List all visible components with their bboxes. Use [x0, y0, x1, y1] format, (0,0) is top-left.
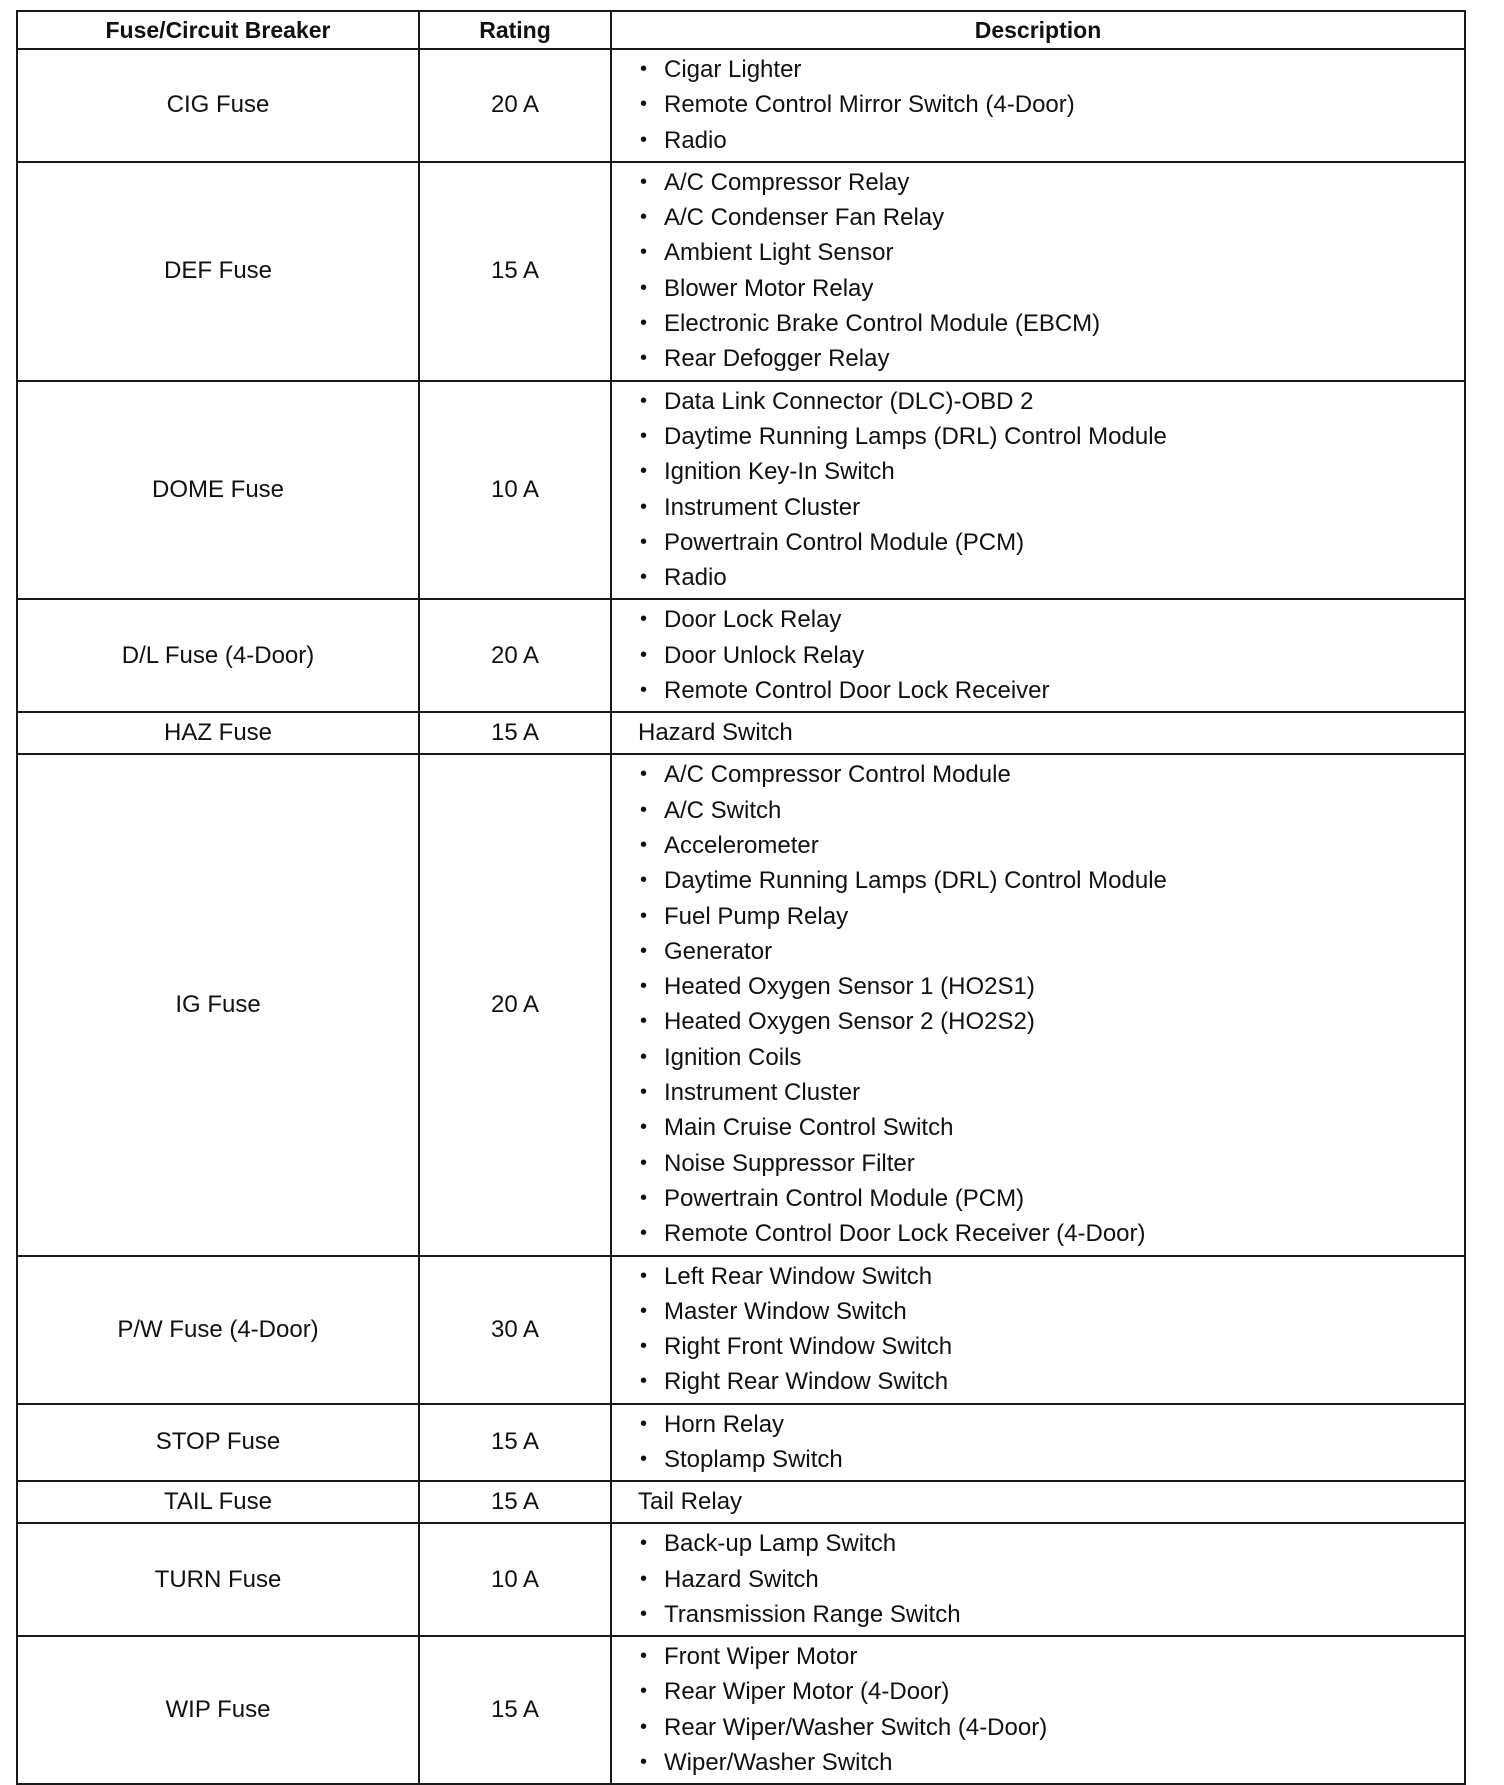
table-row: [17, 1523, 1465, 1636]
description-item-text: Rear Wiper Motor (4-Door): [664, 1678, 950, 1706]
bullet-icon: •: [640, 1715, 648, 1738]
bullet-icon: •: [640, 206, 648, 229]
description-item-text: Horn Relay: [664, 1410, 785, 1438]
fuse-table: [16, 10, 1466, 1785]
bullet-icon: •: [640, 975, 648, 998]
description-item-text: Rear Wiper/Washer Switch (4-Door): [664, 1713, 1048, 1741]
fuse-name-cell: DOME Fuse: [17, 381, 419, 600]
description-text: Hazard Switch: [638, 719, 793, 747]
header-row: [17, 11, 1465, 49]
bullet-icon: •: [640, 312, 648, 335]
fuse-rating-cell: 20 A: [419, 49, 611, 162]
description-item-text: Daytime Running Lamps (DRL) Control Module: [664, 422, 1167, 450]
description-item-text: Radio: [664, 126, 727, 154]
fuse-rating-cell: 20 A: [419, 754, 611, 1255]
bullet-icon: •: [640, 1370, 648, 1393]
description-list: [638, 1407, 1464, 1478]
bullet-icon: •: [640, 93, 648, 116]
description-list-item: [638, 828, 1464, 863]
fuse-description-cell: [611, 1481, 1465, 1523]
description-item-text: A/C Compressor Control Module: [664, 761, 1011, 789]
description-item-text: Door Lock Relay: [664, 606, 842, 634]
bullet-icon: •: [640, 424, 648, 447]
description-list-item: [638, 793, 1464, 828]
description-list-item: [638, 1181, 1464, 1216]
fuse-name-cell: STOP Fuse: [17, 1404, 419, 1482]
description-list-item: [638, 525, 1464, 560]
bullet-icon: •: [640, 1680, 648, 1703]
fuse-description-cell: [611, 162, 1465, 381]
fuse-description-cell: [611, 49, 1465, 162]
description-list-item: [638, 1110, 1464, 1145]
description-item-text: Right Rear Window Switch: [664, 1368, 949, 1396]
fuse-description-cell: [611, 1404, 1465, 1482]
fuse-name-cell: WIP Fuse: [17, 1636, 419, 1784]
description-item-text: Cigar Lighter: [664, 56, 802, 83]
table-row: [17, 1256, 1465, 1404]
description-list-item: [638, 419, 1464, 454]
description-list-item: [638, 1562, 1464, 1597]
description-list-item: [638, 306, 1464, 341]
description-item-text: Instrument Cluster: [664, 1079, 861, 1107]
description-list-item: [638, 899, 1464, 934]
description-list-item: [638, 200, 1464, 235]
description-list-item: [638, 1597, 1464, 1632]
table-header: [17, 11, 1465, 49]
table-row: [17, 712, 1465, 754]
description-list: [638, 1526, 1464, 1632]
bullet-icon: •: [640, 347, 648, 370]
table-body: [17, 49, 1465, 1784]
fuse-chart-document: [16, 10, 1466, 1785]
description-list-item: [638, 602, 1464, 637]
fuse-rating-cell: 15 A: [419, 1404, 611, 1482]
bullet-icon: •: [640, 1335, 648, 1358]
description-item-text: Right Front Window Switch: [664, 1333, 953, 1361]
bullet-icon: •: [640, 460, 648, 483]
fuse-rating-cell: 15 A: [419, 1636, 611, 1784]
description-item-text: A/C Compressor Relay: [664, 168, 910, 196]
description-item-text: Noise Suppressor Filter: [664, 1149, 915, 1177]
fuse-description-cell: [611, 1523, 1465, 1636]
bullet-icon: •: [640, 798, 648, 821]
description-list-item: [638, 1407, 1464, 1442]
description-list-item: [638, 1442, 1464, 1477]
description-item-text: Rear Defogger Relay: [664, 345, 890, 373]
description-list-item: [638, 560, 1464, 595]
description-item-text: Fuel Pump Relay: [664, 902, 849, 930]
fuse-description-cell: [611, 381, 1465, 600]
bullet-icon: •: [640, 58, 648, 80]
bullet-icon: •: [640, 1751, 648, 1774]
description-list: [638, 602, 1464, 708]
table-row: [17, 381, 1465, 600]
fuse-rating-cell: 15 A: [419, 162, 611, 381]
table-row: [17, 162, 1465, 381]
description-list-item: [638, 1526, 1464, 1561]
description-list: [638, 52, 1464, 158]
bullet-icon: •: [640, 679, 648, 702]
description-item-text: Remote Control Door Lock Receiver (4-Door): [664, 1220, 1146, 1248]
bullet-icon: •: [640, 1567, 648, 1590]
fuse-rating-cell: 15 A: [419, 712, 611, 754]
description-list-item: [638, 757, 1464, 792]
description-list-item: [638, 673, 1464, 708]
description-list-item: [638, 235, 1464, 270]
bullet-icon: •: [640, 643, 648, 666]
description-item-text: Main Cruise Control Switch: [664, 1114, 954, 1142]
description-list-item: [638, 490, 1464, 525]
bullet-icon: •: [640, 939, 648, 962]
description-item-text: Heated Oxygen Sensor 1 (HO2S1): [664, 973, 1035, 1001]
description-list: [638, 384, 1464, 596]
bullet-icon: •: [640, 530, 648, 553]
bullet-icon: •: [640, 1532, 648, 1555]
description-item-text: Transmission Range Switch: [664, 1600, 961, 1628]
column-header-fuse: Fuse/Circuit Breaker: [17, 11, 419, 49]
description-list-item: [638, 1294, 1464, 1329]
fuse-name-cell: IG Fuse: [17, 754, 419, 1255]
bullet-icon: •: [640, 1151, 648, 1174]
bullet-icon: •: [640, 1081, 648, 1104]
description-list-item: [638, 1146, 1464, 1181]
fuse-rating-cell: 20 A: [419, 599, 611, 712]
description-item-text: Ambient Light Sensor: [664, 239, 894, 267]
description-item-text: Remote Control Door Lock Receiver: [664, 677, 1050, 705]
description-item-text: Remote Control Mirror Switch (4-Door): [664, 91, 1075, 119]
bullet-icon: •: [640, 1186, 648, 1209]
bullet-icon: •: [640, 608, 648, 631]
fuse-name-cell: HAZ Fuse: [17, 712, 419, 754]
fuse-rating-cell: 10 A: [419, 381, 611, 600]
description-list: [638, 757, 1464, 1251]
table-row: [17, 1481, 1465, 1523]
bullet-icon: •: [640, 170, 648, 193]
fuse-description-cell: [611, 754, 1465, 1255]
description-item-text: Door Unlock Relay: [664, 641, 865, 669]
fuse-rating-cell: 30 A: [419, 1256, 611, 1404]
description-item-text: Heated Oxygen Sensor 2 (HO2S2): [664, 1008, 1035, 1036]
fuse-description-cell: [611, 1256, 1465, 1404]
fuse-name-cell: TAIL Fuse: [17, 1481, 419, 1523]
bullet-icon: •: [640, 1299, 648, 1322]
fuse-name-cell: TURN Fuse: [17, 1523, 419, 1636]
bullet-icon: •: [640, 833, 648, 856]
bullet-icon: •: [640, 1264, 648, 1287]
description-list-item: [638, 863, 1464, 898]
description-item-text: Back-up Lamp Switch: [664, 1530, 897, 1558]
description-item-text: Left Rear Window Switch: [664, 1262, 933, 1290]
bullet-icon: •: [640, 904, 648, 927]
fuse-rating-cell: 15 A: [419, 1481, 611, 1523]
description-item-text: Stoplamp Switch: [664, 1445, 843, 1473]
description-text: Tail Relay: [638, 1488, 743, 1516]
fuse-name-cell: D/L Fuse (4-Door): [17, 599, 419, 712]
bullet-icon: •: [640, 389, 648, 412]
description-item-text: Master Window Switch: [664, 1297, 907, 1325]
description-list-item: [638, 123, 1464, 158]
table-row: [17, 1404, 1465, 1482]
description-list-item: [638, 1329, 1464, 1364]
description-list: [638, 1259, 1464, 1400]
description-list-item: [638, 969, 1464, 1004]
description-list-item: [638, 271, 1464, 306]
bullet-icon: •: [640, 1116, 648, 1139]
fuse-name-cell: CIG Fuse: [17, 49, 419, 162]
description-item-text: Hazard Switch: [664, 1565, 819, 1593]
description-item-text: A/C Switch: [664, 796, 782, 824]
column-header-description: Description: [611, 11, 1465, 49]
description-item-text: Powertrain Control Module (PCM): [664, 1184, 1025, 1212]
description-item-text: Instrument Cluster: [664, 493, 861, 521]
description-list-item: [638, 638, 1464, 673]
bullet-icon: •: [640, 1222, 648, 1245]
column-header-rating: Rating: [419, 11, 611, 49]
bullet-icon: •: [640, 128, 648, 151]
description-item-text: Front Wiper Motor: [664, 1643, 858, 1671]
bullet-icon: •: [640, 1602, 648, 1625]
description-list: [638, 165, 1464, 377]
description-list-item: [638, 1674, 1464, 1709]
bullet-icon: •: [640, 276, 648, 299]
fuse-description-cell: [611, 1636, 1465, 1784]
fuse-name-cell: P/W Fuse (4-Door): [17, 1256, 419, 1404]
description-item-text: A/C Condenser Fan Relay: [664, 204, 945, 232]
description-item-text: Accelerometer: [664, 831, 819, 859]
description-item-text: Electronic Brake Control Module (EBCM): [664, 310, 1101, 338]
description-list-item: [638, 87, 1464, 122]
description-list-item: [638, 341, 1464, 376]
description-list-item: [638, 165, 1464, 200]
description-list-item: [638, 1004, 1464, 1039]
description-item-text: Daytime Running Lamps (DRL) Control Module: [664, 867, 1167, 895]
fuse-description-cell: [611, 599, 1465, 712]
fuse-name-cell: DEF Fuse: [17, 162, 419, 381]
table-row: [17, 599, 1465, 712]
bullet-icon: •: [640, 566, 648, 589]
description-list-item: [638, 384, 1464, 419]
description-item-text: Powertrain Control Module (PCM): [664, 528, 1025, 556]
description-list-item: [638, 1216, 1464, 1251]
description-list-item: [638, 1710, 1464, 1745]
bullet-icon: •: [640, 763, 648, 786]
bullet-icon: •: [640, 495, 648, 518]
bullet-icon: •: [640, 1412, 648, 1435]
bullet-icon: •: [640, 869, 648, 892]
description-item-text: Wiper/Washer Switch: [664, 1749, 893, 1777]
description-item-text: Ignition Key-In Switch: [664, 458, 895, 486]
fuse-description-cell: [611, 712, 1465, 754]
description-item-text: Data Link Connector (DLC)-OBD 2: [664, 387, 1034, 415]
description-item-text: Radio: [664, 564, 727, 592]
table-row: [17, 754, 1465, 1255]
description-list-item: [638, 52, 1464, 87]
description-list-item: [638, 1040, 1464, 1075]
bullet-icon: •: [640, 1447, 648, 1470]
description-item-text: Blower Motor Relay: [664, 274, 874, 302]
description-item-text: Ignition Coils: [664, 1043, 802, 1071]
description-list: [638, 1639, 1464, 1780]
description-item-text: Generator: [664, 937, 773, 965]
bullet-icon: •: [640, 1645, 648, 1668]
fuse-rating-cell: 10 A: [419, 1523, 611, 1636]
description-list-item: [638, 1639, 1464, 1674]
table-row: [17, 1636, 1465, 1784]
description-list-item: [638, 1745, 1464, 1780]
table-row: [17, 49, 1465, 162]
bullet-icon: •: [640, 1045, 648, 1068]
bullet-icon: •: [640, 1010, 648, 1033]
description-list-item: [638, 934, 1464, 969]
bullet-icon: •: [640, 241, 648, 264]
description-list-item: [638, 454, 1464, 489]
description-list-item: [638, 1259, 1464, 1294]
description-list-item: [638, 1364, 1464, 1399]
description-list-item: [638, 1075, 1464, 1110]
